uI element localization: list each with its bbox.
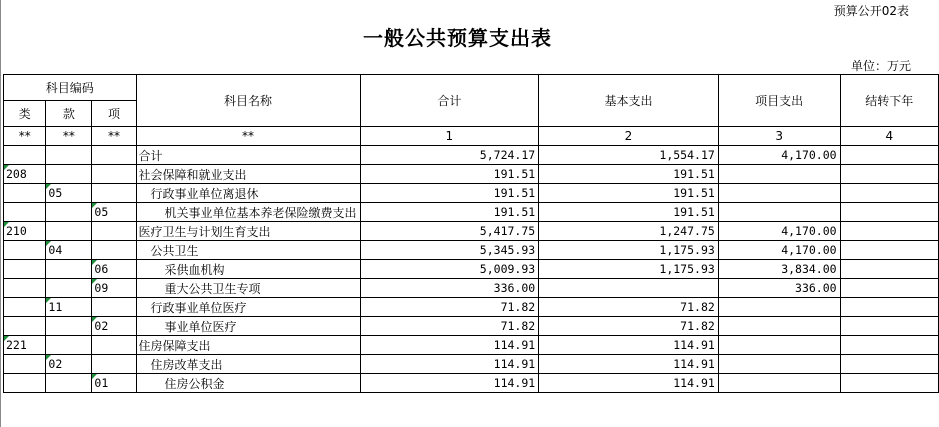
cell-lei: 210 bbox=[4, 222, 46, 241]
cell-basic bbox=[539, 279, 719, 298]
cell-basic: 1,175.93 bbox=[539, 260, 719, 279]
cell-basic: 1,554.17 bbox=[539, 146, 719, 165]
cell-total: 191.51 bbox=[360, 184, 539, 203]
budget-table bbox=[3, 74, 939, 393]
sheet-left-border bbox=[0, 0, 1, 427]
cell-subject-name: 公共卫生 bbox=[136, 241, 360, 260]
table-row bbox=[4, 146, 939, 165]
cell-carry bbox=[840, 203, 938, 222]
cell-kuan bbox=[46, 336, 92, 355]
cell-xiang bbox=[92, 146, 136, 165]
index-cell: 2 bbox=[539, 127, 719, 146]
cell-subject-name: 住房改革支出 bbox=[136, 355, 360, 374]
header-xiang: 项 bbox=[92, 101, 136, 127]
cell-lei: 221 bbox=[4, 336, 46, 355]
cell-carry bbox=[840, 279, 938, 298]
cell-total: 114.91 bbox=[360, 374, 539, 393]
cell-lei bbox=[4, 317, 46, 336]
table-row bbox=[4, 203, 939, 222]
index-cell: 1 bbox=[360, 127, 539, 146]
cell-kuan: 02 bbox=[46, 355, 92, 374]
index-cell: ** bbox=[136, 127, 360, 146]
cell-xiang: 06 bbox=[92, 260, 136, 279]
cell-project bbox=[718, 184, 840, 203]
cell-kuan bbox=[46, 203, 92, 222]
cell-basic: 71.82 bbox=[539, 298, 719, 317]
cell-kuan: 04 bbox=[46, 241, 92, 260]
cell-subject-name: 事业单位医疗 bbox=[136, 317, 360, 336]
cell-lei bbox=[4, 184, 46, 203]
cell-total: 114.91 bbox=[360, 355, 539, 374]
cell-carry bbox=[840, 355, 938, 374]
index-cell: 3 bbox=[718, 127, 840, 146]
cell-subject-name: 医疗卫生与计划生育支出 bbox=[136, 222, 360, 241]
cell-total: 191.51 bbox=[360, 165, 539, 184]
cell-carry bbox=[840, 241, 938, 260]
cell-carry bbox=[840, 184, 938, 203]
cell-xiang bbox=[92, 336, 136, 355]
cell-subject-name: 住房公积金 bbox=[136, 374, 360, 393]
cell-kuan bbox=[46, 279, 92, 298]
cell-subject-name: 重大公共卫生专项 bbox=[136, 279, 360, 298]
cell-basic: 191.51 bbox=[539, 184, 719, 203]
page-title: 一般公共预算支出表 bbox=[363, 26, 552, 50]
index-row bbox=[4, 127, 939, 146]
header-project: 项目支出 bbox=[718, 75, 840, 127]
cell-total: 336.00 bbox=[360, 279, 539, 298]
header-subject-code: 科目编码 bbox=[4, 75, 137, 101]
cell-total: 5,345.93 bbox=[360, 241, 539, 260]
cell-basic: 1,247.75 bbox=[539, 222, 719, 241]
cell-project bbox=[718, 336, 840, 355]
cell-lei bbox=[4, 241, 46, 260]
cell-xiang: 02 bbox=[92, 317, 136, 336]
cell-total: 191.51 bbox=[360, 203, 539, 222]
table-row bbox=[4, 336, 939, 355]
cell-project bbox=[718, 298, 840, 317]
cell-total: 114.91 bbox=[360, 336, 539, 355]
table-row bbox=[4, 355, 939, 374]
cell-total: 71.82 bbox=[360, 317, 539, 336]
cell-subject-name: 合计 bbox=[136, 146, 360, 165]
cell-total: 5,009.93 bbox=[360, 260, 539, 279]
cell-project bbox=[718, 165, 840, 184]
cell-lei bbox=[4, 203, 46, 222]
cell-carry bbox=[840, 222, 938, 241]
cell-subject-name: 采供血机构 bbox=[136, 260, 360, 279]
unit-label: 单位：万元 bbox=[850, 59, 911, 73]
table-row bbox=[4, 241, 939, 260]
cell-lei: 208 bbox=[4, 165, 46, 184]
cell-total: 5,724.17 bbox=[360, 146, 539, 165]
header-basic: 基本支出 bbox=[539, 75, 719, 127]
table-row bbox=[4, 184, 939, 203]
cell-basic: 191.51 bbox=[539, 165, 719, 184]
cell-kuan bbox=[46, 165, 92, 184]
index-cell: ** bbox=[92, 127, 136, 146]
cell-project: 4,170.00 bbox=[718, 146, 840, 165]
cell-xiang: 05 bbox=[92, 203, 136, 222]
cell-carry bbox=[840, 336, 938, 355]
cell-project: 4,170.00 bbox=[718, 222, 840, 241]
cell-kuan: 11 bbox=[46, 298, 92, 317]
cell-xiang bbox=[92, 222, 136, 241]
cell-basic: 114.91 bbox=[539, 355, 719, 374]
table-row bbox=[4, 298, 939, 317]
cell-project: 3,834.00 bbox=[718, 260, 840, 279]
cell-subject-name: 社会保障和就业支出 bbox=[136, 165, 360, 184]
table-row bbox=[4, 374, 939, 393]
cell-carry bbox=[840, 374, 938, 393]
cell-basic: 191.51 bbox=[539, 203, 719, 222]
header-lei: 类 bbox=[4, 101, 46, 127]
header-total: 合计 bbox=[360, 75, 539, 127]
cell-kuan bbox=[46, 317, 92, 336]
cell-subject-name: 住房保障支出 bbox=[136, 336, 360, 355]
cell-project bbox=[718, 374, 840, 393]
cell-project bbox=[718, 203, 840, 222]
header-subject-name: 科目名称 bbox=[136, 75, 360, 127]
cell-subject-name: 行政事业单位医疗 bbox=[136, 298, 360, 317]
cell-xiang bbox=[92, 355, 136, 374]
cell-lei bbox=[4, 279, 46, 298]
cell-basic: 114.91 bbox=[539, 374, 719, 393]
table-row bbox=[4, 279, 939, 298]
cell-subject-name: 机关事业单位基本养老保险缴费支出 bbox=[136, 203, 360, 222]
table-row bbox=[4, 222, 939, 241]
cell-project bbox=[718, 355, 840, 374]
cell-kuan bbox=[46, 146, 92, 165]
cell-xiang: 01 bbox=[92, 374, 136, 393]
index-cell: ** bbox=[4, 127, 46, 146]
cell-kuan bbox=[46, 260, 92, 279]
cell-subject-name: 行政事业单位离退休 bbox=[136, 184, 360, 203]
header-kuan: 款 bbox=[46, 101, 92, 127]
cell-xiang bbox=[92, 241, 136, 260]
cell-kuan: 05 bbox=[46, 184, 92, 203]
table-row bbox=[4, 260, 939, 279]
cell-kuan bbox=[46, 222, 92, 241]
cell-lei bbox=[4, 374, 46, 393]
cell-kuan bbox=[46, 374, 92, 393]
cell-project: 336.00 bbox=[718, 279, 840, 298]
table-number: 预算公开02表 bbox=[833, 4, 909, 18]
header-carry: 结转下年 bbox=[840, 75, 938, 127]
cell-carry bbox=[840, 165, 938, 184]
cell-project bbox=[718, 317, 840, 336]
header-row-1 bbox=[4, 75, 939, 101]
cell-xiang bbox=[92, 184, 136, 203]
index-cell: 4 bbox=[840, 127, 938, 146]
cell-lei bbox=[4, 298, 46, 317]
cell-carry bbox=[840, 260, 938, 279]
cell-carry bbox=[840, 298, 938, 317]
cell-carry bbox=[840, 146, 938, 165]
cell-carry bbox=[840, 317, 938, 336]
cell-basic: 1,175.93 bbox=[539, 241, 719, 260]
cell-lei bbox=[4, 355, 46, 374]
index-cell: ** bbox=[46, 127, 92, 146]
cell-xiang bbox=[92, 298, 136, 317]
cell-basic: 114.91 bbox=[539, 336, 719, 355]
cell-lei bbox=[4, 260, 46, 279]
table-row bbox=[4, 317, 939, 336]
table-row bbox=[4, 165, 939, 184]
cell-xiang: 09 bbox=[92, 279, 136, 298]
cell-project: 4,170.00 bbox=[718, 241, 840, 260]
cell-basic: 71.82 bbox=[539, 317, 719, 336]
cell-xiang bbox=[92, 165, 136, 184]
cell-lei bbox=[4, 146, 46, 165]
cell-total: 5,417.75 bbox=[360, 222, 539, 241]
cell-total: 71.82 bbox=[360, 298, 539, 317]
